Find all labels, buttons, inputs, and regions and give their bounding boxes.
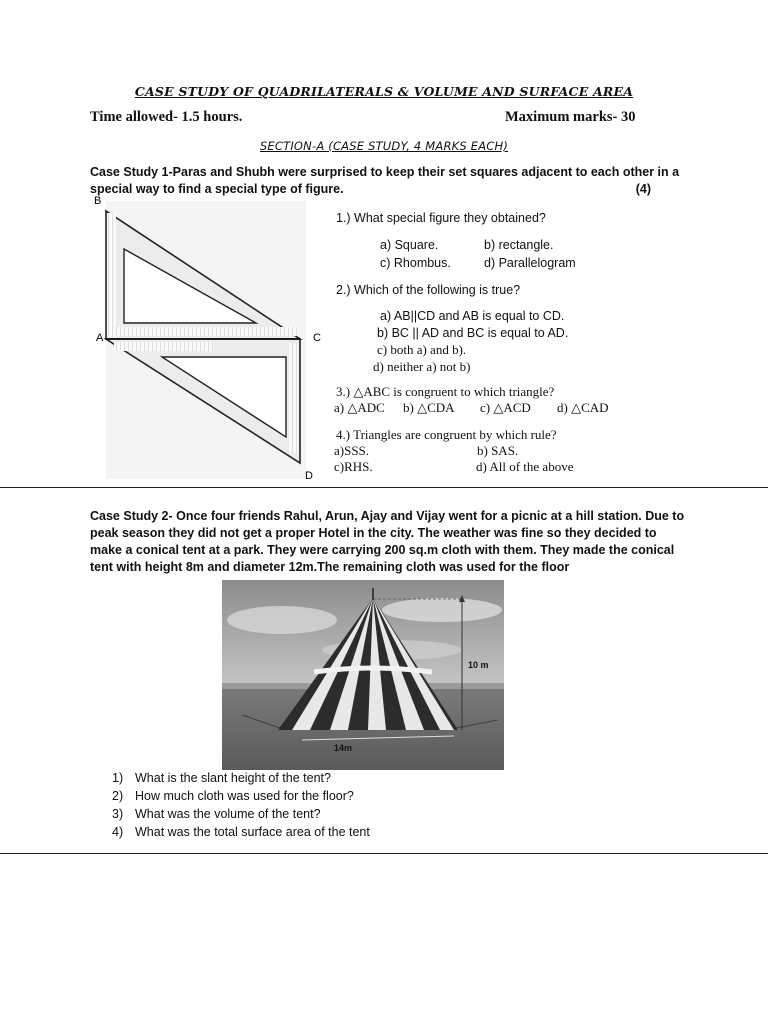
q3-option-d: d) △CAD: [557, 400, 609, 415]
point-d-label: D: [305, 470, 313, 482]
q4-option-a: a)SSS.: [334, 443, 370, 458]
question-2: 2.) Which of the following is true?: [336, 283, 521, 297]
q3-option-a: a) △ADC: [334, 400, 385, 415]
q3-option-c: c) △ACD: [480, 400, 531, 415]
scale-ac-bottom: [114, 342, 214, 351]
q2-option-a: a) AB||CD and AB is equal to CD.: [380, 309, 565, 323]
q1-option-c: c) Rhombus.: [380, 256, 451, 270]
set-squares-figure: [88, 193, 328, 485]
list-item: 4) What was the total surface area of the tent: [112, 825, 370, 839]
q1-option-d: d) Parallelogram: [484, 256, 576, 270]
list-item: 1) What is the slant height of the tent?: [112, 771, 331, 785]
q4-option-c: c)RHS.: [334, 459, 373, 474]
case-study-2-questions: [112, 769, 370, 841]
scale-ac-top: [110, 327, 298, 336]
section-heading: SECTION-A (CASE STUDY, 4 MARKS EACH): [259, 139, 509, 153]
question-3: 3.) △ABC is congruent to which triangle?: [336, 384, 555, 399]
q4-option-d: d) All of the above: [476, 459, 574, 474]
point-b-label: B: [94, 195, 102, 207]
maximum-marks: Maximum marks- 30: [505, 109, 636, 125]
tent-photo: [222, 580, 504, 770]
q1-option-b: b) rectangle.: [484, 238, 554, 252]
case-study-1-text: Case Study 1-Paras and Shubh were surprised to keep their set squares adjacent to each other in a special way to find a special type of figure.: [90, 165, 680, 196]
height-label: 10 m: [468, 660, 489, 670]
bottom-divider: [0, 853, 768, 854]
scale-ab: [107, 213, 116, 337]
q3-option-b: b) △CDA: [403, 400, 455, 415]
list-item: 2) How much cloth was used for the floor?: [112, 789, 354, 803]
q4-option-b: b) SAS.: [477, 443, 519, 458]
section-divider: [0, 487, 768, 488]
question-1: 1.) What special figure they obtained?: [336, 211, 546, 225]
point-a-label: A: [96, 332, 104, 344]
list-item: 3) What was the volume of the tent?: [112, 807, 321, 821]
q2-option-d: d) neither a) not b): [373, 359, 471, 374]
q1-option-a: a) Square.: [380, 238, 439, 252]
q2-option-c: c) both a) and b).: [377, 342, 467, 357]
question-4: 4.) Triangles are congruent by which rule?: [336, 427, 557, 442]
case-study-1-marks: (4): [635, 182, 651, 196]
diameter-label: 14m: [334, 743, 353, 753]
scale-cd: [289, 343, 298, 453]
worksheet-title: CASE STUDY OF QUADRILATERALS & VOLUME AND SURFACE AREA: [134, 84, 634, 99]
time-allowed: Time allowed- 1.5 hours.: [90, 109, 243, 125]
q2-option-b: b) BC || AD and BC is equal to AD.: [377, 326, 569, 340]
point-c-label: C: [313, 332, 321, 344]
case-study-2-intro: Case Study 2- Once four friends Rahul, Arun, Ajay and Vijay went for a picnic at a hill station. Due to peak season they did not get a proper Hotel in the city. The weather was fine so they decided to make a conical tent at a park. They were carrying 200 sq.m cloth with them. They made the conical tent with height 8m and diameter 12m.The remaining cloth was used for the floor: [90, 509, 685, 574]
